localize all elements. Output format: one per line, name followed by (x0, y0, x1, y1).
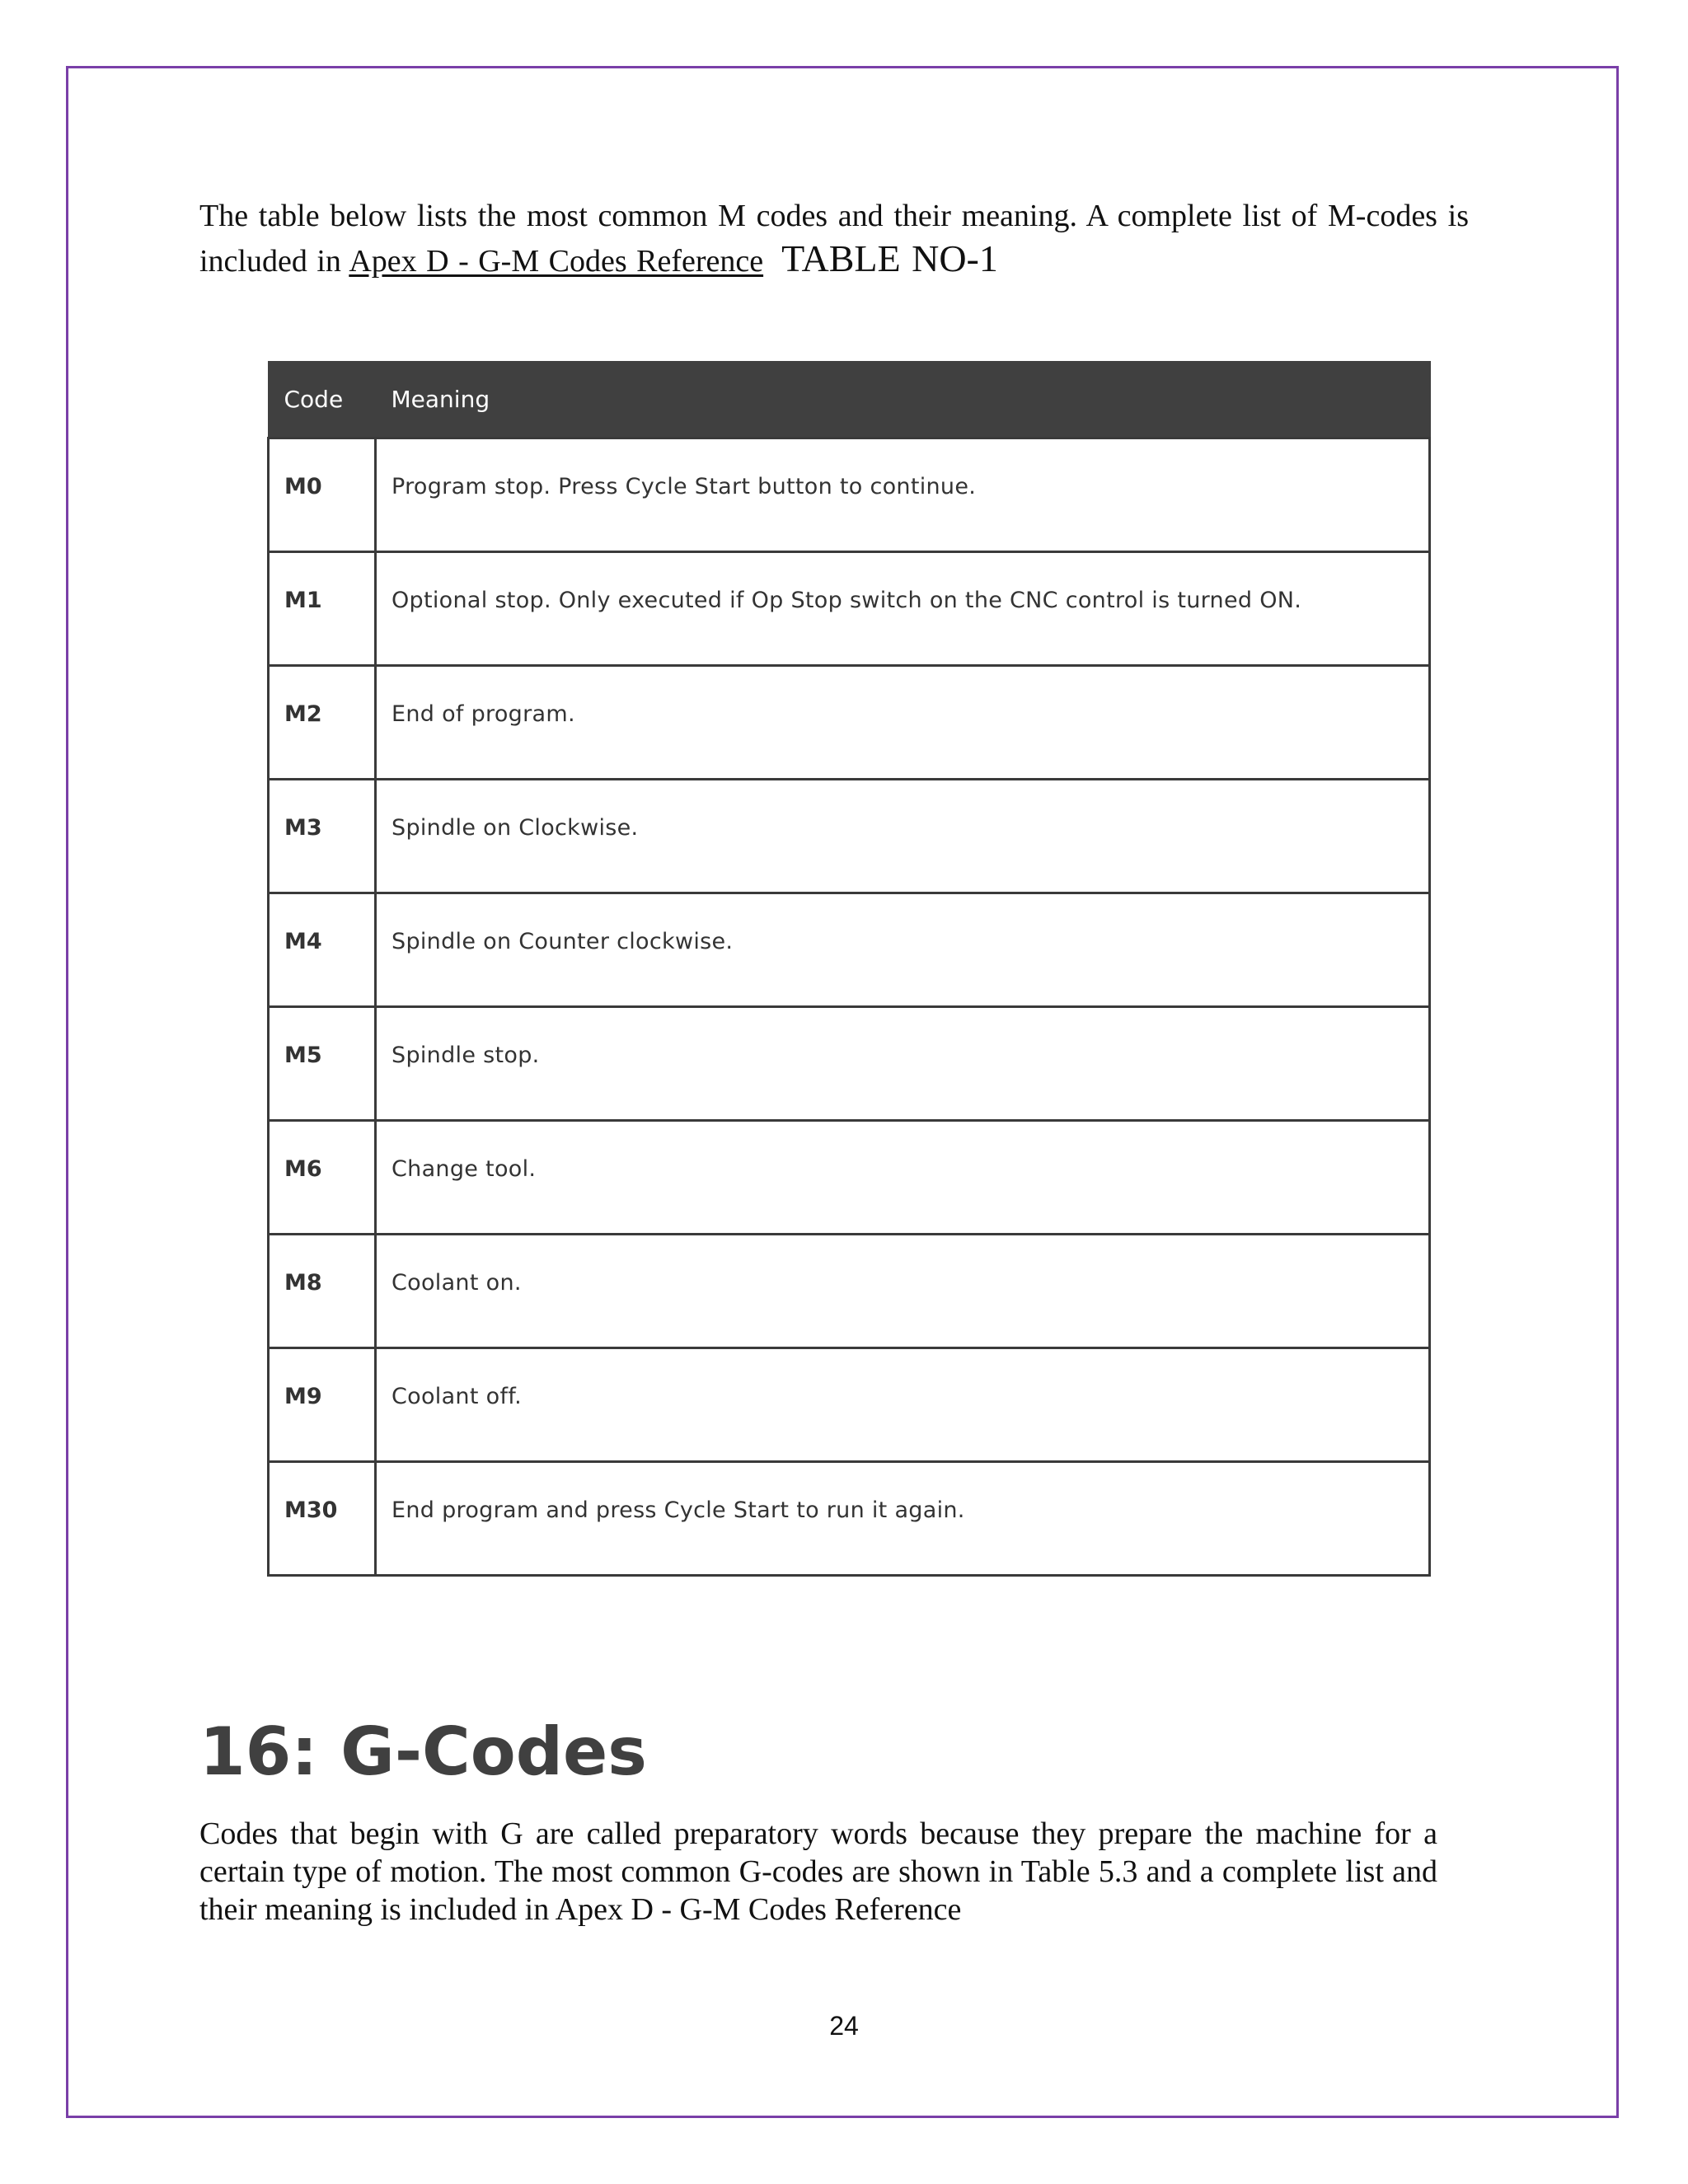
meaning-cell: Spindle stop. (376, 1006, 1430, 1120)
table-row (269, 779, 1430, 893)
meaning-cell: End of program. (376, 665, 1430, 779)
meaning-cell: Optional stop. Only executed if Op Stop switch on the CNC control is turned ON. (376, 551, 1430, 665)
intro-paragraph (199, 194, 1469, 283)
meaning-cell: Coolant on. (376, 1234, 1430, 1347)
table-row (269, 893, 1430, 1006)
meaning-cell: Program stop. Press Cycle Start button to continue. (376, 438, 1430, 551)
code-cell: M4 (269, 893, 376, 1006)
code-cell: M8 (269, 1234, 376, 1347)
table-header-row (269, 362, 1430, 438)
table-row (269, 1461, 1430, 1575)
code-cell: M9 (269, 1347, 376, 1461)
codes-reference-link[interactable]: Apex D - G-M Codes Reference (349, 244, 764, 279)
code-cell: M5 (269, 1006, 376, 1120)
intro-text: The table below lists the most common M codes and their meaning. A complete list of M-codes is included in (199, 199, 1469, 279)
meaning-cell: Coolant off. (376, 1347, 1430, 1461)
table-row (269, 1234, 1430, 1347)
gcodes-paragraph: Codes that begin with G are called preparatory words because they prepare the machine for a certain type of motion. The most common G-codes are shown in Table 5.3 and a complete list and their meaning is included in Apex D - G-M Codes Reference (199, 1816, 1437, 1927)
section-heading: 16: G-Codes (199, 1713, 647, 1790)
meaning-cell: Spindle on Clockwise. (376, 779, 1430, 893)
table-row (269, 551, 1430, 665)
code-cell: M30 (269, 1461, 376, 1575)
code-cell: M3 (269, 779, 376, 893)
table-row (269, 438, 1430, 551)
code-cell: M1 (269, 551, 376, 665)
table-row (269, 1120, 1430, 1234)
code-cell: M6 (269, 1120, 376, 1234)
meaning-column-header: Meaning (376, 362, 1430, 438)
table-row (269, 1006, 1430, 1120)
page-number: 24 (829, 2011, 859, 2041)
mcode-table (267, 361, 1431, 1577)
code-cell: M2 (269, 665, 376, 779)
code-cell: M0 (269, 438, 376, 551)
meaning-cell: Change tool. (376, 1120, 1430, 1234)
code-column-header: Code (269, 362, 376, 438)
table-row (269, 1347, 1430, 1461)
meaning-cell: Spindle on Counter clockwise. (376, 893, 1430, 1006)
table-label: TABLE NO-1 (781, 237, 998, 279)
table-row (269, 665, 1430, 779)
meaning-cell: End program and press Cycle Start to run it again. (376, 1461, 1430, 1575)
